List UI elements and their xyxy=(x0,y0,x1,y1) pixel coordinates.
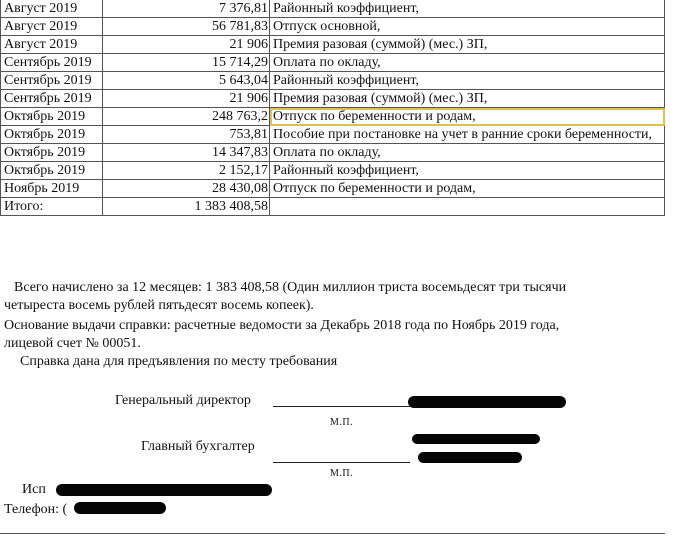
table-row xyxy=(1,180,665,198)
stamp-mark: М.П. xyxy=(330,468,354,479)
cell-amount: 5 643,04 xyxy=(102,72,269,90)
total-label: Итого: xyxy=(1,198,103,216)
selected-cell-description[interactable]: Отпуск по беременности и родам, xyxy=(270,108,665,126)
cell-description: Премия разовая (суммой) (мес.) ЗП, xyxy=(270,90,665,108)
total-accrued-words: четыреста восемь рублей пятьдесят восемь копеек). xyxy=(4,298,314,313)
director-signature-line xyxy=(273,406,410,407)
phone-label: Телефон: ( xyxy=(4,502,68,517)
total-description xyxy=(270,198,665,216)
cell-month: Октябрь 2019 xyxy=(1,108,103,126)
cell-month: Октябрь 2019 xyxy=(1,162,103,180)
cell-description: Пособие при постановке на учет в ранние сроки беременности, xyxy=(270,126,665,144)
redaction-bar xyxy=(408,396,566,408)
cell-month: Август 2019 xyxy=(1,0,103,18)
account-line: лицевой счет № 00051. xyxy=(4,336,141,351)
cell-amount: 14 347,83 xyxy=(102,144,269,162)
table-row xyxy=(1,36,665,54)
cell-month: Октябрь 2019 xyxy=(1,144,103,162)
cell-month: Сентябрь 2019 xyxy=(1,54,103,72)
accountant-signature-line xyxy=(273,462,410,463)
cell-amount: 2 152,17 xyxy=(102,162,269,180)
table-row xyxy=(1,144,665,162)
cell-description: Оплата по окладу, xyxy=(270,54,665,72)
table-row xyxy=(1,90,665,108)
cell-month: Октябрь 2019 xyxy=(1,126,103,144)
cell-amount: 753,81 xyxy=(102,126,269,144)
cell-description: Оплата по окладу, xyxy=(270,144,665,162)
issued-for-line: Справка дана для предъявления по месту требования xyxy=(20,354,338,369)
cell-amount: 248 763,2 xyxy=(102,108,269,126)
table-total-row xyxy=(1,198,665,216)
cell-amount: 21 906 xyxy=(102,36,269,54)
stamp-mark: М.П. xyxy=(330,417,354,428)
cell-description: Премия разовая (суммой) (мес.) ЗП, xyxy=(270,36,665,54)
cell-month: Август 2019 xyxy=(1,36,103,54)
cell-amount: 56 781,83 xyxy=(102,18,269,36)
redaction-bar xyxy=(418,452,522,463)
redaction-bar xyxy=(412,434,540,444)
cell-description: Районный коэффициент, xyxy=(270,0,665,18)
cell-amount: 7 376,81 xyxy=(102,0,269,18)
cell-amount: 15 714,29 xyxy=(102,54,269,72)
redaction-bar xyxy=(74,502,166,514)
director-label: Генеральный директор xyxy=(115,393,251,408)
table-row xyxy=(1,126,665,144)
cell-month: Ноябрь 2019 xyxy=(1,180,103,198)
table-row xyxy=(1,18,665,36)
cell-amount: 21 906 xyxy=(102,90,269,108)
total-accrued-line: Всего начислено за 12 месяцев: 1 383 408,58 (Один миллион триста восемьдесят три тысячи xyxy=(14,280,567,295)
executor-label: Исп xyxy=(22,482,46,497)
cell-description: Отпуск по беременности и родам, xyxy=(270,180,665,198)
redaction-bar xyxy=(56,484,272,496)
table-row xyxy=(1,162,665,180)
cell-description: Отпуск основной, xyxy=(270,18,665,36)
cell-month: Август 2019 xyxy=(1,18,103,36)
cell-month: Сентябрь 2019 xyxy=(1,72,103,90)
table-row xyxy=(1,108,665,126)
cell-description: Районный коэффициент, xyxy=(270,162,665,180)
cell-amount: 28 430,08 xyxy=(102,180,269,198)
page-divider xyxy=(0,533,665,534)
table-row xyxy=(1,54,665,72)
table-row xyxy=(1,72,665,90)
cell-description: Районный коэффициент, xyxy=(270,72,665,90)
cell-month: Сентябрь 2019 xyxy=(1,90,103,108)
total-amount: 1 383 408,58 xyxy=(102,198,269,216)
basis-line: Основание выдачи справки: расчетные ведомости за Декабрь 2018 года по Ноябрь 2019 года, xyxy=(4,318,560,333)
accountant-label: Главный бухгалтер xyxy=(141,439,255,454)
income-table xyxy=(0,0,665,216)
